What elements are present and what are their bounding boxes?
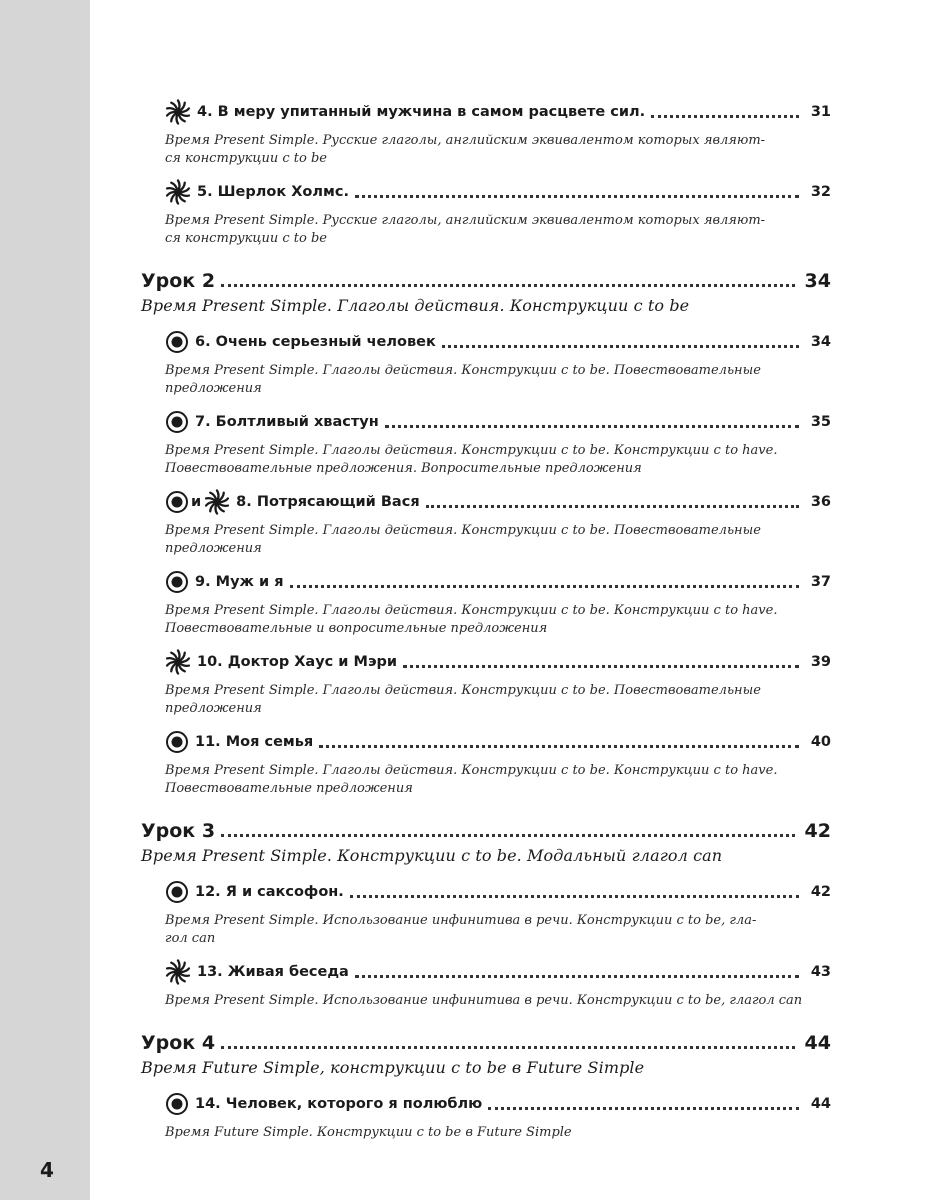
description-line: Время Present Simple. Русские глаголы, английским эквивалентом которых являют- bbox=[165, 133, 766, 148]
entry-icons bbox=[165, 959, 191, 985]
description-line: Повествовательные предложения. Вопросительные предложения bbox=[165, 461, 642, 476]
entry-description bbox=[165, 362, 825, 398]
lesson-title: Урок 3 bbox=[141, 820, 216, 842]
entry-title: 11. Моя семья bbox=[195, 734, 314, 750]
entry-page-number: 32 bbox=[810, 184, 831, 200]
entry-description bbox=[165, 682, 825, 718]
audio-disc-icon bbox=[165, 1092, 189, 1116]
entry-page-number: 42 bbox=[810, 884, 831, 900]
audio-disc-icon bbox=[165, 730, 189, 754]
entry-icons bbox=[165, 570, 189, 594]
spiral-icon bbox=[165, 179, 191, 205]
entry-page-number: 36 bbox=[810, 494, 831, 510]
toc-entry bbox=[141, 489, 831, 558]
description-line: Время Present Simple. Русские глаголы, английским эквивалентом которых являют- bbox=[165, 213, 766, 228]
description-line: ся конструкции с to be bbox=[165, 151, 327, 166]
entry-icons bbox=[165, 649, 191, 675]
dot-leader bbox=[385, 425, 799, 428]
toc-entry-link[interactable] bbox=[165, 959, 831, 985]
toc-entry bbox=[141, 649, 831, 718]
toc-entry bbox=[141, 409, 831, 478]
lesson-page-number: 42 bbox=[804, 820, 831, 842]
description-line: Время Present Simple. Использование инфинитива в речи. Конструкции с to be, глагол can bbox=[165, 993, 803, 1008]
dot-leader bbox=[319, 745, 799, 748]
toc-entry-link[interactable] bbox=[165, 649, 831, 675]
description-line: Время Present Simple. Глаголы действия. Конструкции с to be. Повествовательные bbox=[165, 363, 761, 378]
table-of-contents bbox=[141, 99, 831, 1153]
description-line: предложения bbox=[165, 541, 262, 556]
dot-leader bbox=[290, 585, 799, 588]
entry-title: 9. Муж и я bbox=[195, 574, 284, 590]
dot-leader bbox=[221, 834, 795, 837]
toc-entry-link[interactable] bbox=[165, 179, 831, 205]
toc-entry bbox=[141, 99, 831, 168]
toc-entry bbox=[141, 329, 831, 398]
entry-icons bbox=[165, 99, 191, 125]
description-line: Время Present Simple. Глаголы действия. Конструкции с to be. Конструкции с to have. bbox=[165, 603, 778, 618]
toc-entry-link[interactable] bbox=[165, 1091, 831, 1117]
dot-leader bbox=[403, 665, 799, 668]
entry-icons bbox=[165, 330, 189, 354]
entry-page-number: 35 bbox=[810, 414, 831, 430]
entry-icons bbox=[165, 489, 230, 515]
description-line: Время Future Simple. Конструкции с to be в Future Simple bbox=[165, 1125, 572, 1140]
side-bar bbox=[0, 0, 90, 1200]
toc-entry bbox=[141, 959, 831, 1010]
dot-leader bbox=[651, 115, 799, 118]
toc-entry-link[interactable] bbox=[165, 729, 831, 755]
entry-description bbox=[165, 1124, 825, 1142]
lesson-heading[interactable] bbox=[141, 820, 831, 842]
toc-entry-link[interactable] bbox=[165, 489, 831, 515]
entry-description bbox=[165, 522, 825, 558]
entry-description bbox=[165, 602, 825, 638]
audio-disc-icon bbox=[165, 330, 189, 354]
toc-entry bbox=[141, 879, 831, 948]
entry-title: 4. В меру упитанный мужчина в самом расцвете сил. bbox=[197, 104, 646, 120]
entry-title: 7. Болтливый хвастун bbox=[195, 414, 379, 430]
lesson-heading[interactable] bbox=[141, 270, 831, 292]
spiral-icon bbox=[165, 649, 191, 675]
dot-leader bbox=[355, 975, 799, 978]
toc-entry-link[interactable] bbox=[165, 99, 831, 125]
entry-icons bbox=[165, 1092, 189, 1116]
entry-icons bbox=[165, 410, 189, 434]
spiral-icon bbox=[165, 959, 191, 985]
description-line: предложения bbox=[165, 381, 262, 396]
entry-title: 5. Шерлок Холмс. bbox=[197, 184, 349, 200]
entry-page-number: 37 bbox=[810, 574, 831, 590]
entry-title: 8. Потрясающий Вася bbox=[236, 494, 420, 510]
audio-disc-icon bbox=[165, 880, 189, 904]
toc-entry-link[interactable] bbox=[165, 569, 831, 595]
lesson-title: Урок 4 bbox=[141, 1032, 216, 1054]
dot-leader bbox=[488, 1107, 799, 1110]
entry-icons bbox=[165, 730, 189, 754]
toc-entry bbox=[141, 569, 831, 638]
entry-title: 14. Человек, которого я полюблю bbox=[195, 1096, 483, 1112]
description-line: предложения bbox=[165, 701, 262, 716]
entry-title: 6. Очень серьезный человек bbox=[195, 334, 436, 350]
audio-disc-icon bbox=[165, 410, 189, 434]
spiral-icon bbox=[204, 489, 230, 515]
description-line: Время Present Simple. Глаголы действия. Конструкции с to be. Конструкции с to have. bbox=[165, 763, 778, 778]
lesson-heading[interactable] bbox=[141, 1032, 831, 1054]
entry-description bbox=[165, 762, 825, 798]
lesson-subtitle: Время Present Simple. Глаголы действия. Конструкции с to be bbox=[141, 296, 690, 315]
dot-leader bbox=[426, 505, 799, 508]
entry-page-number: 39 bbox=[810, 654, 831, 670]
entry-description bbox=[165, 212, 825, 248]
icon-conjunction: и bbox=[191, 494, 202, 510]
entry-description bbox=[165, 442, 825, 478]
toc-entry bbox=[141, 729, 831, 798]
description-line: Повествовательные предложения bbox=[165, 781, 413, 796]
description-line: Повествовательные и вопросительные предложения bbox=[165, 621, 548, 636]
toc-entry bbox=[141, 1091, 831, 1142]
lesson-title: Урок 2 bbox=[141, 270, 216, 292]
entry-icons bbox=[165, 880, 189, 904]
dot-leader bbox=[442, 345, 799, 348]
toc-entry bbox=[141, 179, 831, 248]
entry-description bbox=[165, 132, 825, 168]
audio-disc-icon bbox=[165, 570, 189, 594]
description-line: ся конструкции с to be bbox=[165, 231, 327, 246]
description-line: Время Present Simple. Использование инфинитива в речи. Конструкции с to be, гла- bbox=[165, 913, 757, 928]
description-line: Время Present Simple. Глаголы действия. Конструкции с to be. Повествовательные bbox=[165, 523, 761, 538]
entry-title: 13. Живая беседа bbox=[197, 964, 349, 980]
toc-entry-link[interactable] bbox=[165, 879, 831, 905]
entry-description bbox=[165, 912, 825, 948]
dot-leader bbox=[221, 284, 795, 287]
dot-leader bbox=[221, 1046, 795, 1049]
entry-page-number: 34 bbox=[810, 334, 831, 350]
entry-page-number: 44 bbox=[810, 1096, 831, 1112]
dot-leader bbox=[350, 895, 799, 898]
entry-icons bbox=[165, 179, 191, 205]
entry-page-number: 43 bbox=[810, 964, 831, 980]
audio-disc-icon bbox=[165, 490, 189, 514]
lesson-subtitle: Время Future Simple, конструкции с to be в Future Simple bbox=[141, 1058, 645, 1077]
description-line: Время Present Simple. Глаголы действия. Конструкции с to be. Повествовательные bbox=[165, 683, 761, 698]
spiral-icon bbox=[165, 99, 191, 125]
dot-leader bbox=[355, 195, 799, 198]
toc-entry-link[interactable] bbox=[165, 329, 831, 355]
description-line: Время Present Simple. Глаголы действия. Конструкции с to be. Конструкции с to have. bbox=[165, 443, 778, 458]
entry-title: 10. Доктор Хаус и Мэри bbox=[197, 654, 398, 670]
page-number: 4 bbox=[40, 1158, 54, 1182]
entry-page-number: 31 bbox=[810, 104, 831, 120]
entry-page-number: 40 bbox=[810, 734, 831, 750]
lesson-page-number: 34 bbox=[804, 270, 831, 292]
entry-title: 12. Я и саксофон. bbox=[195, 884, 344, 900]
lesson-page-number: 44 bbox=[804, 1032, 831, 1054]
toc-entry-link[interactable] bbox=[165, 409, 831, 435]
description-line: гол can bbox=[165, 931, 216, 946]
lesson-subtitle: Время Present Simple. Конструкции с to be. Модальный глагол can bbox=[141, 846, 723, 865]
entry-description bbox=[165, 992, 825, 1010]
